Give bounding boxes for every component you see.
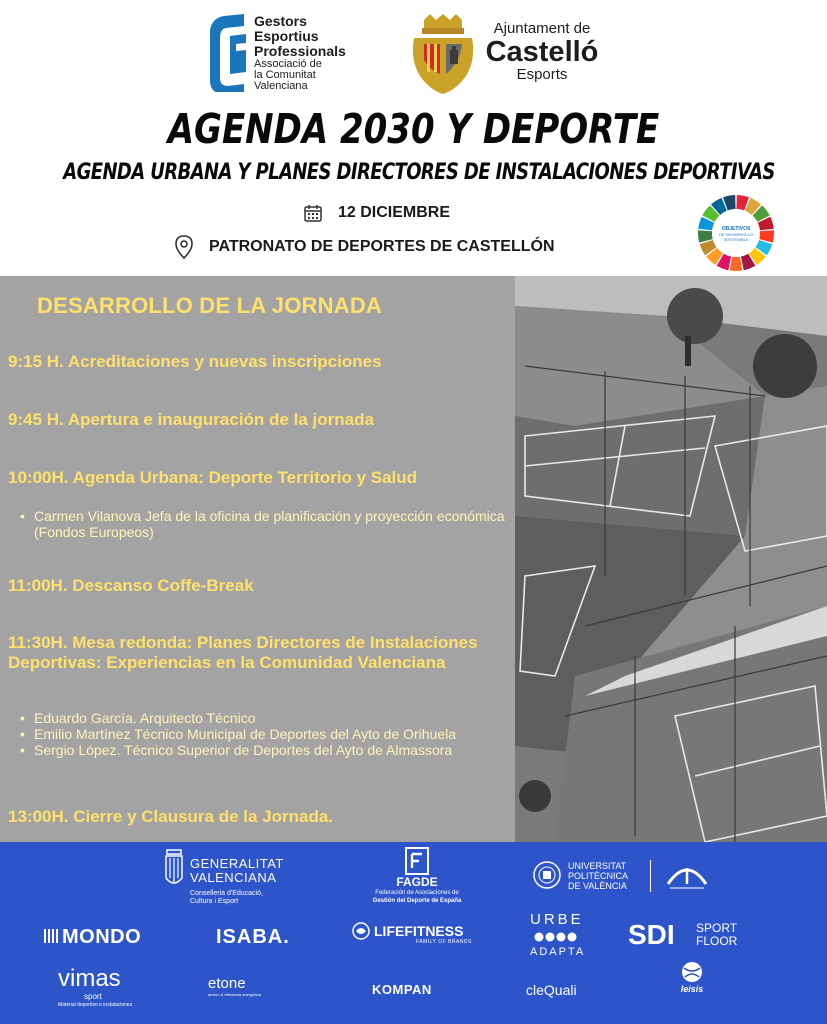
castello-line-2: Castelló [485, 36, 599, 68]
sdi-line-2: FLOOR [696, 934, 738, 948]
gestors-logo [208, 12, 368, 92]
upv-school-emblem-icon [664, 860, 710, 892]
castello-coat-of-arms-icon [410, 14, 476, 94]
ods-line-2: DE DESARROLLO [718, 232, 754, 237]
fagde-emblem-icon [404, 846, 430, 876]
gestors-line-3: Professionals [254, 43, 346, 59]
ods-line-3: SOSTENIBLE [723, 237, 749, 242]
speaker-item: • Sergio López. Técnico Superior de Deportes del Ayto de Almassora [20, 742, 510, 758]
header [0, 0, 827, 276]
tennis-courts-photo [515, 276, 827, 842]
sponsor-etone [208, 976, 298, 998]
vimas-name: vimas [58, 965, 121, 992]
speaker-list-2 [20, 710, 510, 758]
generalitat-line-1: GENERALITAT [190, 856, 284, 871]
sponsor-urbe-adapta [530, 911, 586, 958]
calendar-icon [304, 204, 322, 222]
gestors-emblem-icon [208, 12, 252, 92]
sponsors-footer [0, 842, 827, 1024]
gestors-line-2: Esportius [254, 28, 319, 44]
agenda-item-2: 9:45 H. Apertura e inauguración de la jornada [8, 410, 374, 429]
agenda-panel [0, 276, 515, 842]
generalitat-emblem-icon [164, 848, 184, 894]
vimas-sub: sport [84, 992, 102, 1001]
generalitat-line-4: Cultura i Esport [190, 898, 239, 905]
fagde-name: FAGDE [396, 875, 438, 889]
sponsor-kompan: KOMPAN [372, 982, 432, 997]
upv-divider [650, 860, 651, 892]
upv-seal-icon [532, 860, 562, 890]
gestors-line-6: Valenciana [254, 80, 308, 92]
sponsor-fagde [332, 846, 502, 905]
page-title: AGENDA 2030 Y DEPORTE [167, 106, 660, 154]
event-date [304, 204, 450, 222]
generalitat-line-3: Conselleria d'Educació, [190, 890, 263, 897]
speaker-item: • Emilio Martínez Técnico Municipal de Deportes del Ayto de Orihuela [20, 726, 510, 742]
sponsor-clequali: cleQuali [526, 982, 577, 998]
leisis-ball-icon [678, 960, 706, 984]
sdi-line-1: SPORT [696, 921, 738, 935]
sponsor-leisis [672, 960, 712, 994]
mondo-name: MONDO [62, 926, 142, 948]
etone-tagline: ahorro & eficiencia energética [208, 992, 261, 997]
sponsor-isaba: ISABA. [216, 926, 290, 948]
vimas-tagline: Material deportivo e instalaciones [58, 1002, 133, 1008]
fagde-line-1: Federación de Asociaciones de [375, 890, 459, 896]
page-subtitle: AGENDA URBANA Y PLANES DIRECTORES DE INSTALACIONES DEPORTIVAS [63, 159, 775, 186]
gestors-line-1: Gestors [254, 13, 307, 29]
sponsor-mondo [44, 926, 141, 949]
tennis-courts-image [515, 276, 827, 842]
gestors-line-5: la Comunitat [254, 69, 316, 81]
mondo-stripes-icon [44, 929, 58, 943]
agenda-item-3: 10:00H. Agenda Urbana: Deporte Territorio y Salud [8, 468, 418, 487]
agenda-item-1: 9:15 H. Acreditaciones y nuevas inscripciones [8, 352, 382, 371]
urbe-line-2: ADAPTA [530, 946, 586, 958]
upv-line-2: POLITÈCNICA [568, 871, 629, 881]
lifefitness-globe-icon [352, 922, 370, 940]
castello-logo [410, 14, 610, 94]
upv-line-3: DE VALÈNCIA [568, 881, 627, 891]
fagde-line-2: Gestión del Deporte de España [372, 898, 462, 904]
agenda-title: DESARROLLO DE LA JORNADA [37, 293, 382, 318]
urbe-dots-icon [533, 930, 577, 944]
upv-line-1: UNIVERSITAT [568, 861, 627, 871]
castello-line-1: Ajuntament de [493, 20, 591, 37]
gestors-line-4: Associació de [254, 58, 322, 70]
agenda-item-4: 11:00H. Descanso Coffe-Break [8, 576, 254, 595]
leisis-name: leisis [680, 984, 704, 994]
speaker-item: • Carmen Vilanova Jefa de la oficina de planificación y proyección económica (Fondos Europeos) [20, 508, 510, 540]
etone-name: etone [208, 975, 246, 992]
generalitat-line-2: VALENCIANA [190, 870, 277, 885]
castello-line-3: Esports [516, 66, 568, 83]
speaker-item: • Eduardo García. Arquitecto Técnico [20, 710, 510, 726]
agenda-item-6: 13:00H. Cierre y Clausura de la Jornada. [8, 807, 334, 826]
lifefitness-tagline: FAMILY OF BRANDS [416, 939, 472, 945]
ods-line-1: OBJETIVOS [721, 226, 751, 232]
event-place [175, 235, 555, 259]
location-pin-icon [175, 235, 193, 259]
urbe-line-1: URBE [530, 911, 584, 928]
speaker-list-1 [20, 508, 510, 540]
event-date-text: 12 DICIEMBRE [338, 204, 451, 221]
lifefitness-name: LIFEFITNESS [374, 923, 464, 939]
sdi-name: SDI [628, 919, 675, 950]
ods-wheel-icon [696, 193, 776, 273]
agenda-item-5: 11:30H. Mesa redonda: Planes Directores de Instalaciones Deportivas: Experiencias en la Comunidad Valenciana [8, 633, 478, 672]
ods-segment [730, 257, 742, 271]
event-place-text: PATRONATO DE DEPORTES DE CASTELLÓN [209, 238, 555, 255]
